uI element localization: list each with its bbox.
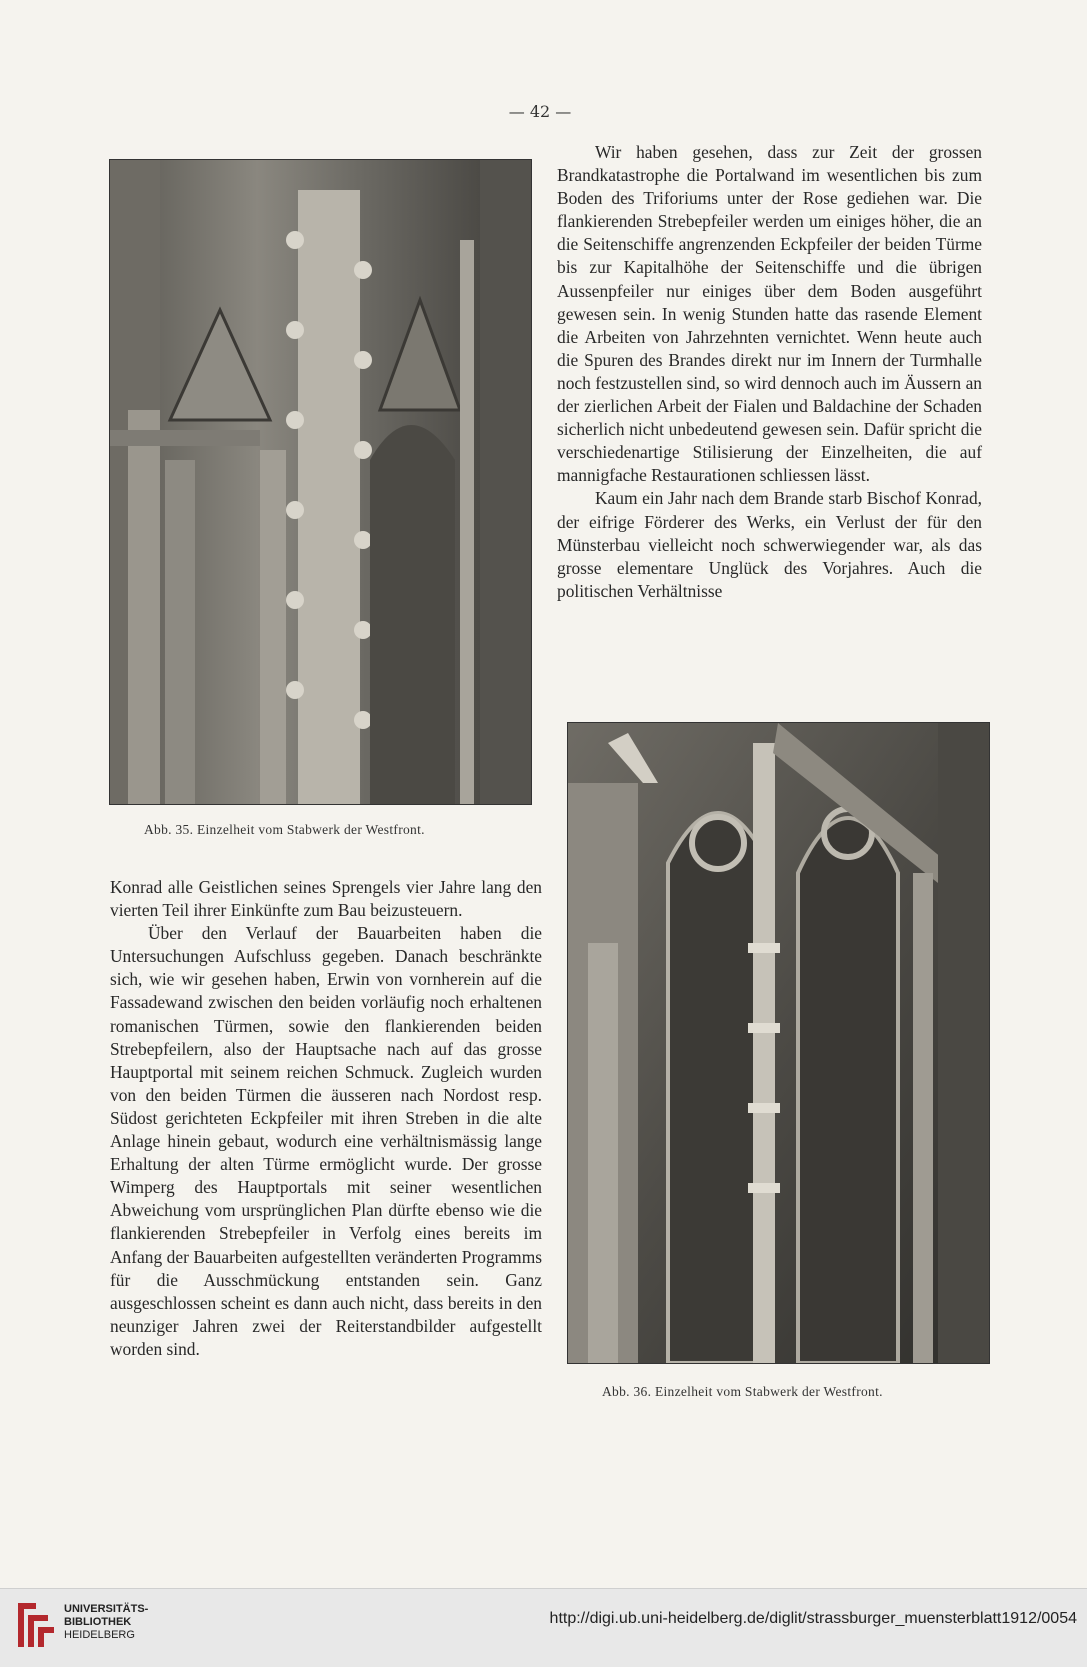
library-name-line: HEIDELBERG [64,1629,135,1641]
gothic-tracery-photo-36 [568,723,989,1363]
figure-35-photo [109,159,532,805]
library-name-line: UNIVERSITÄTS- [64,1603,149,1615]
figure-36-photo [567,722,990,1364]
paragraph: Konrad alle Geistlichen seines Sprengels vier Jahre lang den vierten Teil ihrer Einkünfte zum Bau beizusteuern. [110,877,542,921]
figure-36-caption: Abb. 36. Einzelheit vom Stabwerk der Westfront. [602,1384,883,1399]
library-name [64,1603,148,1642]
library-logo-icon [14,1597,58,1653]
page-number: — 42 — [508,102,572,121]
library-name-line: BIBLIOTHEK [64,1616,132,1628]
figure-35-caption: Abb. 35. Einzelheit vom Stabwerk der Westfront. [144,822,425,837]
paragraph: Über den Verlauf der Bauarbeiten haben die Untersuchungen Aufschluss gegeben. Danach beschränkte sich, wie wir gesehen haben, Erwin von vornherein auf die Fassadewand zwischen den beiden vorläufig noch erhaltenen romanischen Türmen, sowie den flankierenden beiden Strebepfeilern, also der Hauptsache nach auf das grosse Hauptportal mit seinem reichen Schmuck. Zugleich wurden von den beiden Türmen die äusseren nach Nordost resp. Südost gerichteten Eckpfeiler mit ihren Streben in die alte Anlage hinein gebaut, wodurch eine verhältnismässig lange Erhaltung der alten Türme ermöglicht wurde. Der grosse Wimperg des Hauptportals mit seiner wesentlichen Abweichung vom ursprünglichen Plan dürfte ebenso wie die flankierenden Strebepfeiler in Verfolg eines bereits im Anfang der Bauarbeiten aufgestellten veränderten Programms für die Ausschmückung entstanden sein. Ganz ausgeschlossen scheint es dann auch nicht, dass bereits in den neunziger Jahren zwei der Reiterstandbilder aufgestellt worden sind. [110,923,542,1359]
right-column-text [557,141,982,603]
library-footer [0,1588,1087,1667]
left-column-text [110,876,542,1361]
paragraph: Wir haben gesehen, dass zur Zeit der grossen Brandkatastrophe die Portalwand im wesentlichen bis zum Boden des Triforiums unter der Rose gediehen war. Die flankierenden Strebepfeiler werden um einiges höher, die an die Seitenschiffe angrenzenden Eckpfeiler der beiden Türme bis zur Kapitalhöhe der Seitenschiffe und die übrigen Aussenpfeiler nur einiges über dem Boden ausgeführt gewesen sein. In wenig Stunden hatte das rasende Element die Arbeiten von Jahrzehnten vernichtet. Wenn heute auch die Spuren des Brandes direkt nur im Innern der Turmhalle noch festzustellen sind, so wird dennoch auch im Äussern an der zierlichen Arbeit der Fialen und Baldachine der Schaden sicherlich nicht unbedeutend gewesen sein. Dafür spricht die verschiedenartige Stilisierung der Einzelheiten, die auf mannigfache Restaurationen schliessen lässt. [557,142,982,486]
gothic-tracery-photo-35 [110,160,531,804]
source-url-link[interactable]: http://digi.ub.uni-heidelberg.de/diglit/strassburger_muensterblatt1912/0054 [549,1610,1077,1627]
paragraph: Kaum ein Jahr nach dem Brande starb Bischof Konrad, der eifrige Förderer des Werks, ein Verlust der für den Münsterbau vielleicht noch schwerwiegender war, als das grosse elementare Unglück des Vorjahres. Auch die politischen Verhältnisse [557,488,982,601]
